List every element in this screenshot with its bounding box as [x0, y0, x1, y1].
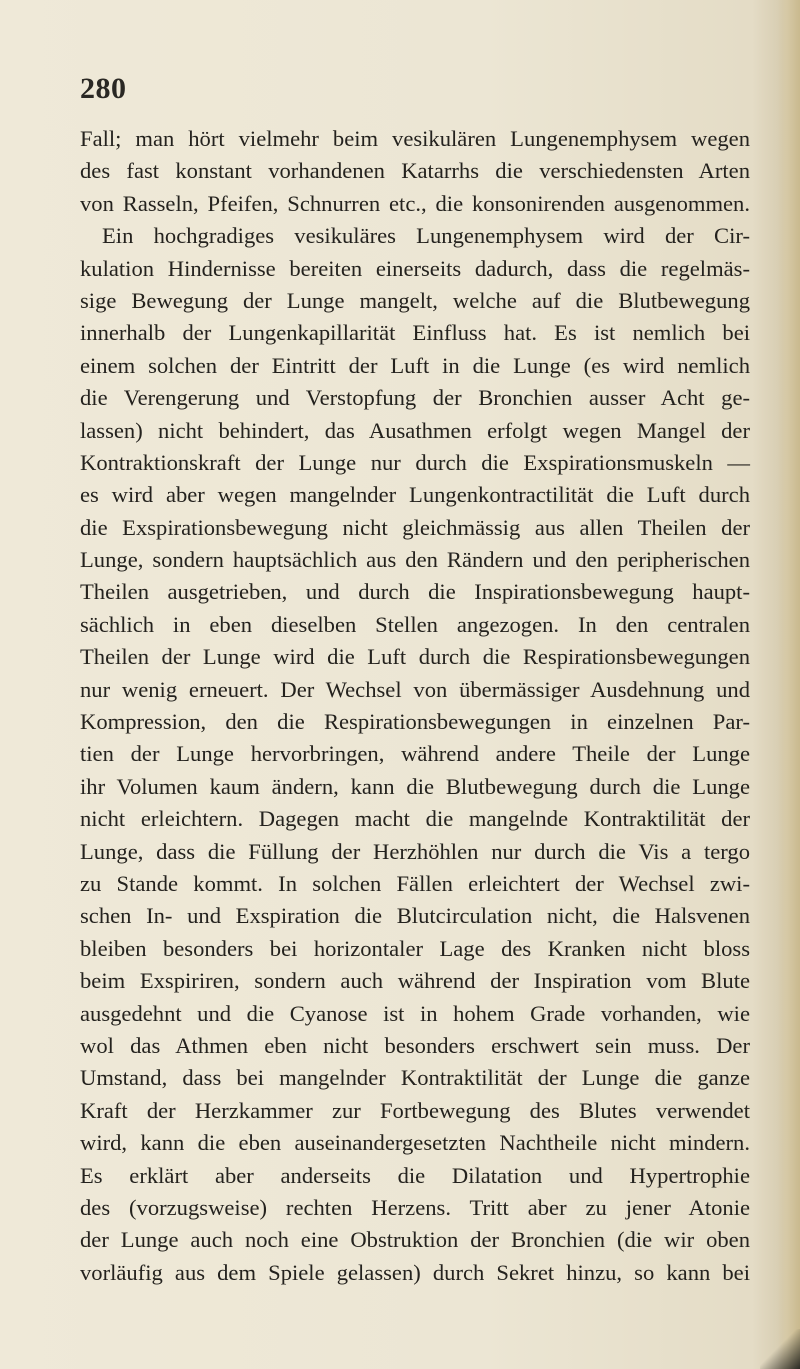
- text-line: nur wenig erneuert. Der Wechsel von übermässiger Ausdehnung und: [80, 676, 750, 702]
- text-line: Kraft der Herzkammer zur Fortbewegung des Blutes verwendet: [80, 1097, 750, 1123]
- text-line: der Lunge auch noch eine Obstruktion der Bronchien (die wir oben: [80, 1227, 750, 1253]
- text-line: schen In- und Exspiration die Blutcirculation nicht, die Halsvenen: [80, 903, 750, 929]
- text-line: Kontraktionskraft der Lunge nur durch die Exspirationsmuskeln —: [80, 449, 750, 475]
- text-line: Fall; man hört vielmehr beim vesikulären Lungenemphysem wegen: [80, 126, 750, 151]
- text-line: bleiben besonders bei horizontaler Lage des Kranken nicht bloss: [80, 935, 750, 961]
- body-text: [80, 123, 750, 1289]
- text-line: des fast konstant vorhandenen Katarrhs die verschiedensten Arten: [80, 158, 750, 184]
- text-line: von Rasseln, Pfeifen, Schnurren etc., die konsonirenden ausgenommen.: [80, 190, 750, 216]
- text-line: tien der Lunge hervorbringen, während andere Theile der Lunge: [80, 741, 750, 767]
- text-line: ihr Volumen kaum ändern, kann die Blutbewegung durch die Lunge: [80, 773, 750, 799]
- text-line: wol das Athmen eben nicht besonders erschwert sein muss. Der: [80, 1032, 750, 1058]
- text-line: die Exspirationsbewegung nicht gleichmässig aus allen Theilen der: [80, 514, 750, 540]
- text-line: Umstand, dass bei mangelnder Kontraktilität der Lunge die ganze: [80, 1065, 750, 1091]
- text-line: Ein hochgradiges vesikuläres Lungenemphysem wird der Cir-: [102, 223, 750, 249]
- text-line: lassen) nicht behindert, das Ausathmen erfolgt wegen Mangel der: [80, 417, 750, 443]
- text-line: zu Stande kommt. In solchen Fällen erleichtert der Wechsel zwi-: [80, 870, 750, 896]
- text-line: Kompression, den die Respirationsbewegungen in einzelnen Par-: [80, 709, 750, 735]
- text-line: die Verengerung und Verstopfung der Bronchien ausser Acht ge-: [80, 385, 750, 411]
- text-line: Lunge, dass die Füllung der Herzhöhlen nur durch die Vis a tergo: [80, 838, 750, 864]
- text-line: ausgedehnt und die Cyanose ist in hohem Grade vorhanden, wie: [80, 1000, 750, 1026]
- page-edge: [778, 0, 800, 1369]
- text-line: des (vorzugsweise) rechten Herzens. Tritt aber zu jener Atonie: [80, 1194, 750, 1220]
- text-line: innerhalb der Lungenkapillarität Einfluss hat. Es ist nemlich bei: [80, 320, 750, 346]
- text-line: sächlich in eben dieselben Stellen angezogen. In den centralen: [80, 611, 750, 637]
- text-line: sige Bewegung der Lunge mangelt, welche auf die Blutbewegung: [80, 287, 750, 313]
- text-line: Theilen der Lunge wird die Luft durch die Respirationsbewegungen: [80, 644, 750, 670]
- text-line: Lunge, sondern hauptsächlich aus den Rändern und den peripherischen: [80, 547, 750, 573]
- text-line: es wird aber wegen mangelnder Lungenkontractilität die Luft durch: [80, 482, 750, 508]
- text-line: beim Exspiriren, sondern auch während der Inspiration vom Blute: [80, 968, 750, 994]
- page-corner-shadow: [760, 1329, 800, 1369]
- text-line: kulation Hindernisse bereiten einerseits dadurch, dass die regelmäs-: [80, 255, 750, 281]
- text-line: vorläufig aus dem Spiele gelassen) durch Sekret hinzu, so kann bei: [80, 1259, 750, 1285]
- text-line: Es erklärt aber anderseits die Dilatation und Hypertrophie: [80, 1162, 750, 1188]
- page-number: 280: [80, 72, 127, 105]
- text-line: wird, kann die eben auseinandergesetzten Nachtheile nicht mindern.: [80, 1130, 750, 1156]
- text-line: einem solchen der Eintritt der Luft in die Lunge (es wird nemlich: [80, 352, 750, 378]
- text-line: nicht erleichtern. Dagegen macht die mangelnde Kontraktilität der: [80, 806, 750, 832]
- text-line: Theilen ausgetrieben, und durch die Inspirationsbewegung haupt-: [80, 579, 750, 605]
